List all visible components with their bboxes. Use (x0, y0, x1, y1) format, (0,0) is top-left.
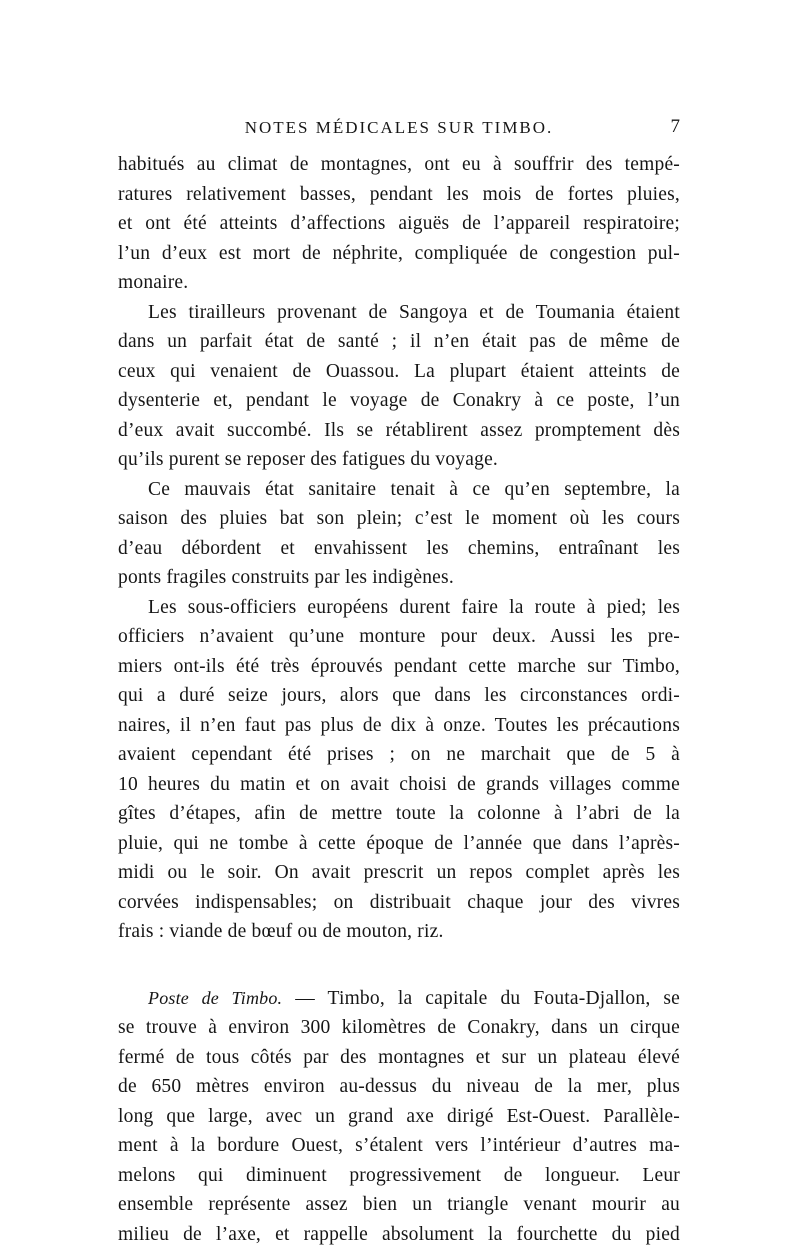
text-line: se trouve à environ 300 kilomètres de Conakry, dans un cirque (118, 1013, 680, 1043)
running-head (118, 118, 680, 146)
text-line: 10 heures du matin et on avait choisi de grands villages comme (118, 770, 680, 800)
text-line: gîtes d’étapes, afin de mettre toute la colonne à l’abri de la (118, 799, 680, 829)
text-line: long que large, avec un grand axe dirigé Est-Ouest. Parallèle- (118, 1102, 680, 1132)
text-line: Les tirailleurs provenant de Sangoya et de Toumania étaient (118, 298, 680, 328)
running-title: NOTES MÉDICALES SUR TIMBO. (118, 118, 680, 138)
section-first-line-text: — Timbo, la capitale du Fouta-Djallon, se (282, 988, 680, 1009)
text-line: ceux qui venaient de Ouassou. La plupart étaient atteints de (118, 357, 680, 387)
text-line: ponts fragiles construits par les indigènes. (118, 563, 680, 593)
paragraph (118, 298, 680, 475)
text-line: qui a duré seize jours, alors que dans les circonstances ordi- (118, 681, 680, 711)
text-line: d’eau débordent et envahissent les chemins, entraînant les (118, 534, 680, 564)
text-line: et ont été atteints d’affections aiguës de l’appareil respiratoire; (118, 209, 680, 239)
text-line: saison des pluies bat son plein; c’est le moment où les cours (118, 504, 680, 534)
text-line: fermé de tous côtés par des montagnes et sur un plateau élevé (118, 1043, 680, 1073)
text-line: qu’ils purent se reposer des fatigues du voyage. (118, 445, 680, 475)
text-line: ment à la bordure Ouest, s’étalent vers l’intérieur d’autres ma- (118, 1131, 680, 1161)
text-line: d’eux avait succombé. Ils se rétablirent assez promptement dès (118, 416, 680, 446)
text-line: frais : viande de bœuf ou de mouton, riz. (118, 917, 680, 947)
text-line: dysenterie et, pendant le voyage de Conakry à ce poste, l’un (118, 386, 680, 416)
section-heading: Poste de Timbo. (148, 988, 282, 1008)
text-line: avaient cependant été prises ; on ne marchait que de 5 à (118, 740, 680, 770)
text-line: officiers n’avaient qu’une monture pour deux. Aussi les pre- (118, 622, 680, 652)
text-line: melons qui diminuent progressivement de longueur. Leur (118, 1161, 680, 1191)
section-paragraph (118, 984, 680, 1249)
text-line: midi ou le soir. On avait prescrit un repos complet après les (118, 858, 680, 888)
paragraph (118, 475, 680, 593)
section-spacer (118, 947, 680, 984)
text-line (118, 984, 680, 1014)
body-text (118, 150, 680, 1249)
text-line: ensemble représente assez bien un triangle venant mourir au (118, 1190, 680, 1220)
text-line: monaire. (118, 268, 680, 298)
text-line: corvées indispensables; on distribuait chaque jour des vivres (118, 888, 680, 918)
paragraph (118, 150, 680, 298)
text-line: Les sous-officiers européens durent faire la route à pied; les (118, 593, 680, 623)
text-line: habitués au climat de montagnes, ont eu à souffrir des tempé- (118, 150, 680, 180)
text-line: ratures relativement basses, pendant les mois de fortes pluies, (118, 180, 680, 210)
text-line: l’un d’eux est mort de néphrite, compliquée de congestion pul- (118, 239, 680, 269)
text-line: pluie, qui ne tombe à cette époque de l’année que dans l’après- (118, 829, 680, 859)
text-line: Ce mauvais état sanitaire tenait à ce qu’en septembre, la (118, 475, 680, 505)
text-line: naires, il n’en faut pas plus de dix à onze. Toutes les précautions (118, 711, 680, 741)
text-line: dans un parfait état de santé ; il n’en était pas de même de (118, 327, 680, 357)
text-line: milieu de l’axe, et rappelle absolument la fourchette du pied (118, 1220, 680, 1249)
page-number: 7 (671, 116, 681, 138)
text-line: de 650 mètres environ au-dessus du niveau de la mer, plus (118, 1072, 680, 1102)
text-line: miers ont-ils été très éprouvés pendant cette marche sur Timbo, (118, 652, 680, 682)
paragraph (118, 593, 680, 947)
